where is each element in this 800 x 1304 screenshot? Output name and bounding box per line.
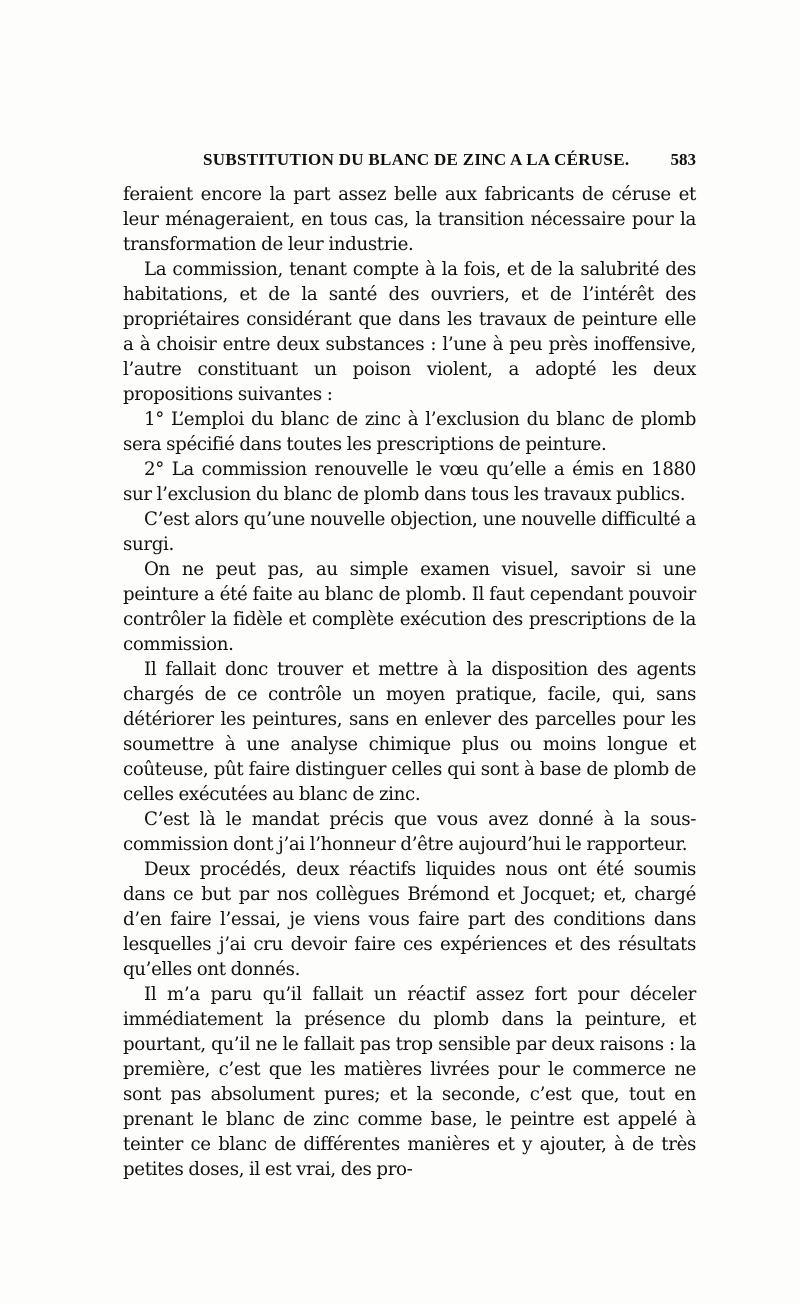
paragraph-reagent: Il m’a paru qu’il fallait un réactif assez fort pour déceler immédiatement la présence du plomb dans la peinture, et pourtant, qu’il ne le fallait pas trop sensible par deux raisons : la première, c’est que les matières livrées pour le commerce ne sont pas absolument pures; et la seconde, c’est que, tout en prenant le blanc de zinc comme base, le peintre est appelé à teinter ce blanc de différentes manières et y ajouter, à de très petites doses, il est vrai, des pro- — [123, 984, 696, 1180]
paragraph-mandate: C’est là le mandat précis que vous avez donné à la sous-commission dont j’ai l’honneur d’être aujourd’hui le rapporteur. — [123, 809, 696, 855]
body-text — [123, 182, 696, 1182]
proposition-1: 1° L’emploi du blanc de zinc à l’exclusion du blanc de plomb sera spécifié dans toutes les prescriptions de peinture. — [123, 409, 696, 455]
proposition-2: 2° La commission renouvelle le vœu qu’elle a émis en 1880 sur l’exclusion du blanc de plomb dans tous les travaux publics. — [123, 459, 696, 505]
page-number: 583 — [670, 150, 696, 169]
paragraph-continuation: feraient encore la part assez belle aux fabricants de céruse et leur ménageraient, en tous cas, la transition nécessaire pour la transformation de leur industrie. — [123, 184, 696, 255]
paragraph-visual-exam: On ne peut pas, au simple examen visuel, savoir si une peinture a été faite au blanc de plomb. Il faut cependant pouvoir contrôler la fidèle et complète exécution des prescriptions de la commission. — [123, 559, 696, 655]
paragraph-commission-decision: La commission, tenant compte à la fois, et de la salubrité des habitations, et de la santé des ouvriers, et de l’intérêt des propriétaires considérant que dans les travaux de peinture elle a à choisir entre deux substances : l’une à peu près inoffensive, l’autre constituant un poison violent, a adopté les deux propositions suivantes : — [123, 259, 696, 405]
paragraph-procedures: Deux procédés, deux réactifs liquides nous ont été soumis dans ce but par nos collègues Brémond et Jocquet; et, chargé d’en faire l’essai, je viens vous faire part des conditions dans lesquelles j’ai cru devoir faire ces expériences et des résultats qu’elles ont donnés. — [123, 859, 696, 980]
paragraph-objection: C’est alors qu’une nouvelle objection, une nouvelle difficulté a surgi. — [123, 509, 696, 555]
paragraph-control-method: Il fallait donc trouver et mettre à la disposition des agents chargés de ce contrôle un moyen pratique, facile, qui, sans détériorer les peintures, sans en enlever des parcelles pour les soumettre à une analyse chimique plus ou moins longue et coûteuse, pût faire distinguer celles qui sont à base de plomb de celles exécutées au blanc de zinc. — [123, 659, 696, 805]
running-title: SUBSTITUTION DU BLANC DE ZINC A LA CÉRUSE. — [203, 150, 630, 169]
page-header — [123, 150, 696, 180]
